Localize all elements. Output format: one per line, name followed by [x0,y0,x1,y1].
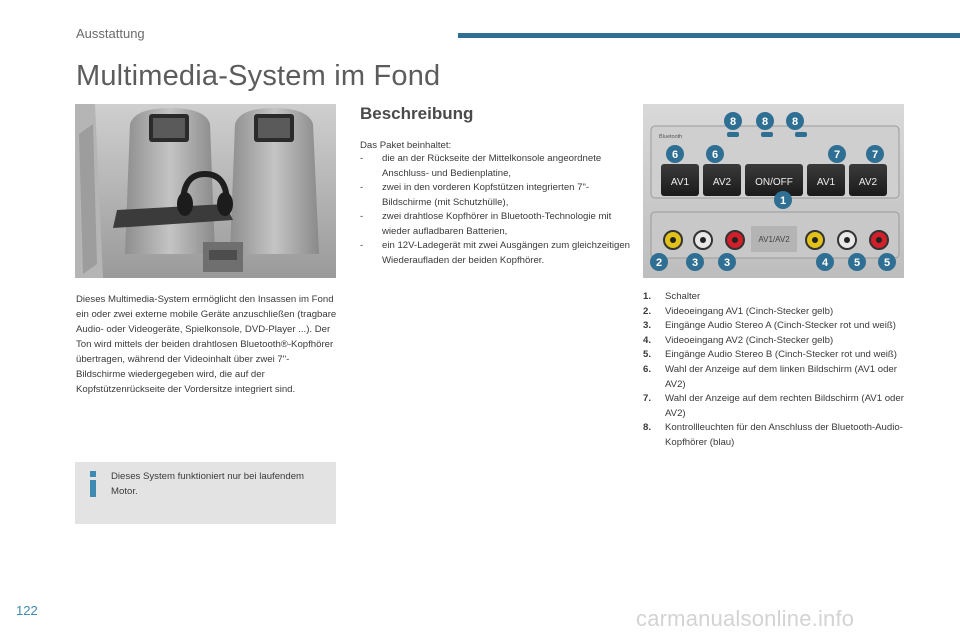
svg-text:5: 5 [853,257,861,269]
control-panel-illustration [643,104,904,278]
info-box [75,462,336,524]
page-title: Multimedia-System im Fond [76,60,441,92]
description-intro: Das Paket beinhaltet: [360,140,452,151]
svg-text:1: 1 [779,195,787,207]
legend-item: 7. Wahl der Anzeige auf dem rechten Bildschirm (AV1 oder AV2) [643,393,904,419]
control-panel-image [643,104,904,278]
legend-item: 5. Eingänge Audio Stereo B (Cinch-Stecker rot und weiß) [643,349,897,361]
list-item: - zwei drahtlose Kopfhörer in Bluetooth-Technologie mit wieder aufladbaren Batterien, [360,211,612,237]
list-item: - ein 12V-Ladegerät mit zwei Ausgängen zum gleichzeitigen Wiederaufladen der beiden Kopfhörer. [360,240,630,266]
bluetooth-label: Bluetooth [659,134,683,140]
page-number: 122 [16,603,38,618]
list-item: - zwei in den vorderen Kopfstützen integrierten 7"-Bildschirme (mit Schutzhülle), [360,182,590,208]
rear-seats-illustration [75,104,336,278]
legend-item: 8. Kontrollleuchten für den Anschluss der Bluetooth-Audio-Kopfhörer (blau) [643,422,903,448]
svg-text:5: 5 [883,257,891,269]
legend-item: 2. Videoeingang AV1 (Cinch-Stecker gelb) [643,305,834,317]
info-text: Dieses System funktioniert nur bei laufendem Motor. [111,471,305,497]
section-heading-beschreibung: Beschreibung [360,104,474,123]
svg-text:8: 8 [791,116,799,128]
legend-item: 3. Eingänge Audio Stereo A (Cinch-Stecker rot und weiß) [643,320,896,332]
svg-text:8: 8 [729,116,737,128]
svg-text:3: 3 [691,257,699,269]
info-icon [85,470,101,498]
section-label: Ausstattung [76,26,145,41]
legend-item: 4. Videoeingang AV2 (Cinch-Stecker gelb) [643,334,834,346]
svg-text:6: 6 [711,149,719,161]
av1-right-button [807,164,845,196]
svg-text:AV2: AV2 [858,177,878,188]
svg-text:8: 8 [761,116,769,128]
svg-text:AV1: AV1 [670,177,690,188]
list-item: - die an der Rückseite der Mittelkonsole angeordnete Anschluss- und Bedienplatine, [360,153,602,179]
svg-text:6: 6 [671,149,679,161]
legend-item: 6. Wahl der Anzeige auf dem linken Bildschirm (AV1 oder AV2) [643,363,897,390]
header-accent-bar [458,33,960,38]
on-off-button [745,164,803,196]
description-list [360,152,630,268]
legend-list [643,290,913,451]
svg-text:2: 2 [655,257,663,269]
intro-paragraph: Dieses Multimedia-System ermöglicht den Insassen im Fond ein oder zwei externe mobile Geräte anzuschließen (tragbare Audio- oder Videogeräte, Spielkonsole, DVD-Player ...). Der Ton wird mittels der beiden drahtlosen Bluetooth®-Kopfhörer übertragen, während der Videoinhalt über zwei 7"-Bildschirme wiedergegeben wird, die auf der Kopfstützenrückseite der Vordersitze integriert sind. [76,294,337,395]
watermark: carmanualsonline.info [636,606,855,631]
svg-text:3: 3 [723,257,731,269]
legend-item: 1. Schalter [643,291,701,302]
rear-seats-image [75,104,336,278]
av2-left-button [703,164,741,196]
svg-text:ON/OFF: ON/OFF [755,177,793,188]
av2-right-button [849,164,887,196]
av1-av2-label: AV1/AV2 [758,235,790,244]
svg-text:AV1: AV1 [816,177,836,188]
svg-text:4: 4 [821,257,829,269]
svg-text:7: 7 [871,149,879,161]
svg-text:AV2: AV2 [712,177,732,188]
av1-left-button [661,164,699,196]
svg-text:7: 7 [833,149,841,161]
